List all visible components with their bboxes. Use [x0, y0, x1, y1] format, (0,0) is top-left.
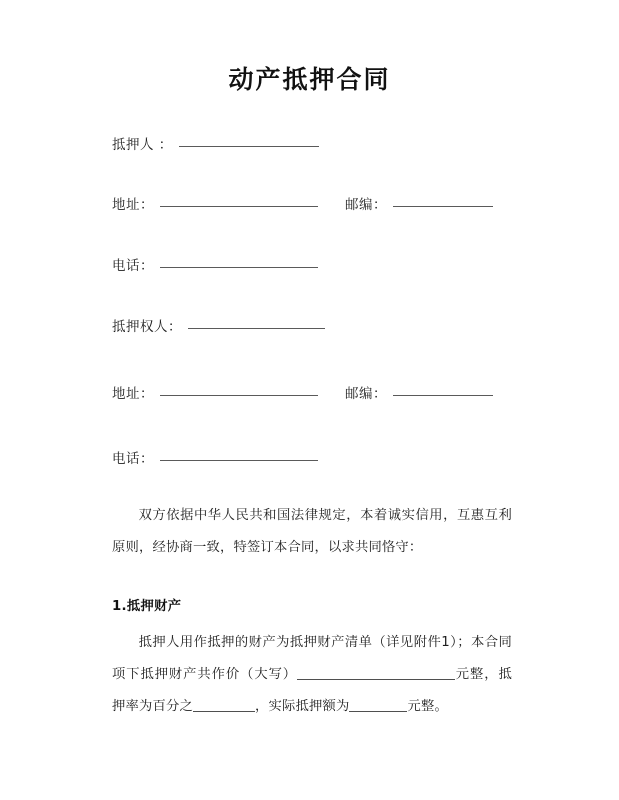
section-1-body-text-3: ，实际抵押额为 [254, 699, 350, 714]
input-mortgage-rate[interactable] [193, 698, 255, 712]
label-mortgagor-address: 地址： [112, 197, 154, 213]
field-row-mortgagor-name [112, 133, 319, 155]
input-mortgagor-postcode[interactable] [393, 205, 493, 207]
label-mortgagee-phone: 电话： [112, 451, 154, 467]
section-1-body-text-1: 抵押人用作抵押的财产为抵押财产清单（详见附件1）；本合同项下抵押财产共作价（大写） [112, 635, 512, 682]
input-total-valuation[interactable] [297, 666, 455, 680]
section-1-body-text-2: 元整，抵押率为百分之 [112, 667, 512, 714]
field-row-mortgagee-address [112, 382, 318, 404]
field-row-mortgagor-postcode [345, 193, 493, 215]
section-1-body-text-4: 元整。 [407, 699, 448, 714]
input-mortgagor-address[interactable] [160, 205, 318, 207]
input-mortgage-amount[interactable] [349, 698, 407, 712]
section-1-body [112, 627, 512, 723]
input-mortgagee-phone[interactable] [160, 459, 318, 461]
label-mortgagor-name: 抵押人 ： [112, 137, 173, 153]
preamble-paragraph: 双方依据中华人民共和国法律规定，本着诚实信用，互惠互利原则，经协商一致，特签订本合同，以求共同恪守： [112, 508, 512, 555]
input-mortgagor-phone[interactable] [160, 266, 318, 268]
field-row-mortgagee-postcode [345, 382, 493, 404]
input-mortgagor-name[interactable] [179, 145, 319, 147]
label-mortgagee-postcode: 邮编： [345, 386, 387, 402]
input-mortgagee-address[interactable] [160, 394, 318, 396]
label-mortgagee-address: 地址： [112, 386, 154, 402]
input-mortgagee-postcode[interactable] [393, 394, 493, 396]
page-title: 动产抵押合同 [228, 65, 391, 94]
field-row-mortgagor-phone [112, 254, 318, 276]
field-row-mortgagor-address [112, 193, 318, 215]
field-row-mortgagee-name [112, 315, 325, 337]
section-heading-1: 1.抵押财产 [112, 599, 182, 614]
field-row-mortgagee-phone [112, 447, 318, 469]
label-mortgagee-name: 抵押权人： [112, 319, 182, 335]
label-mortgagor-postcode: 邮编： [345, 197, 387, 213]
label-mortgagor-phone: 电话： [112, 258, 154, 274]
input-mortgagee-name[interactable] [188, 327, 325, 329]
